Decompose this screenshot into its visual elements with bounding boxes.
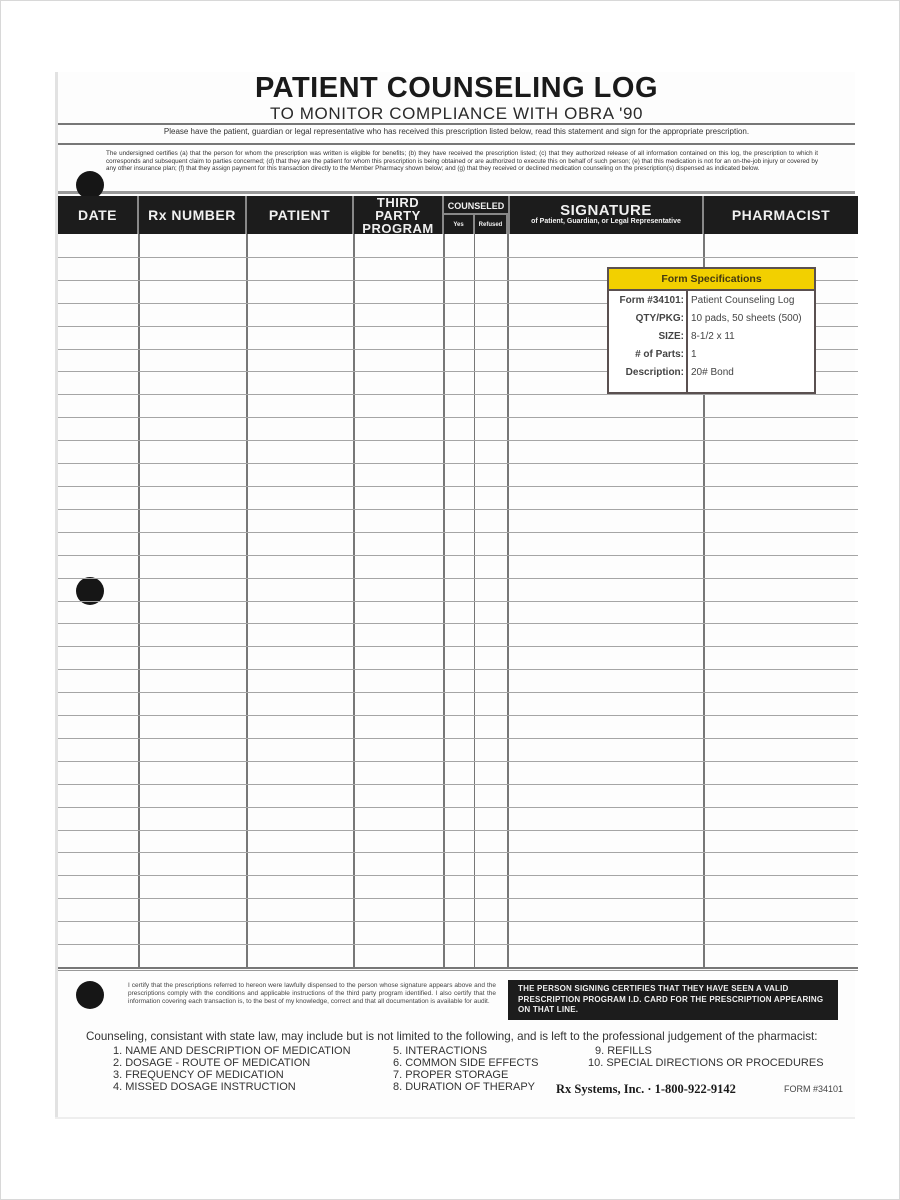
table-row-line xyxy=(58,486,858,487)
counseling-list-col2 xyxy=(393,1045,538,1093)
punch-hole-icon xyxy=(76,171,104,199)
form-specifications-title: Form Specifications xyxy=(609,269,814,291)
table-row-line xyxy=(58,830,858,831)
form-page xyxy=(55,72,855,1117)
form-subtitle: TO MONITOR COMPLIANCE WITH OBRA '90 xyxy=(269,104,644,123)
counseling-item: 5. INTERACTIONS xyxy=(393,1045,488,1057)
spec-row-size: SIZE: 8-1/2 x 11 xyxy=(658,331,735,342)
spec-row-parts: # of Parts: 1 xyxy=(635,349,697,360)
pharmacist-certification-text: I certify that the prescriptions referred to hereon were lawfully dispensed to the person whose signature appears above and the prescriptions comply with the conditions and applicable instructions of the third party program identified. I also certify that the information covering each transaction is, to the best of my knowledge, correct and that all documentation is available for audit. xyxy=(128,982,496,1005)
column-header-patient: PATIENT xyxy=(247,196,354,234)
divider xyxy=(58,191,855,194)
table-row-line xyxy=(58,509,858,510)
counseling-item: 4. MISSED DOSAGE INSTRUCTION xyxy=(113,1081,296,1093)
form-title: PATIENT COUNSELING LOG xyxy=(254,72,659,104)
counseling-item: 8. DURATION OF THERAPY xyxy=(393,1081,536,1093)
punch-hole-icon xyxy=(76,981,104,1009)
counseling-intro: Counseling, consistant with state law, may include but is not limited to the following, and is left to the professional judgement of the pharmacist: xyxy=(86,1030,818,1043)
table-header xyxy=(58,196,858,234)
table-row-line xyxy=(58,898,858,899)
instruction-text: Please have the patient, guardian or legal representative who has received this prescription listed below, read this statement and sign for the appropriate prescription. xyxy=(163,127,750,136)
id-card-notice: THE PERSON SIGNING CERTIFIES THAT THEY HAVE SEEN A VALID PRESCRIPTION PROGRAM I.D. CARD FOR THE PRESCRIPTION APPEARING ON THAT LINE. xyxy=(508,980,838,1020)
counseling-item: 1. NAME AND DESCRIPTION OF MEDICATION xyxy=(113,1045,351,1057)
column-header-signature: SIGNATURE of Patient, Guardian, or Legal Representative xyxy=(508,196,704,234)
table-row-line xyxy=(58,578,858,579)
divider xyxy=(58,123,855,125)
column-header-rx-number: Rx NUMBER xyxy=(139,196,247,234)
column-header-date: DATE xyxy=(58,196,139,234)
column-header-pharmacist: PHARMACIST xyxy=(731,207,831,223)
spec-row-form: Form #34101: Patient Counseling Log xyxy=(619,295,795,306)
table-row-line xyxy=(58,623,858,624)
spec-row-qty: QTY/PKG: 10 pads, 50 sheets (500) xyxy=(635,313,802,324)
counseling-list-col3 xyxy=(588,1045,824,1069)
counseling-item: 3. FREQUENCY OF MEDICATION xyxy=(113,1069,284,1081)
table-row-line xyxy=(58,852,858,853)
column-header-third-party-program: THIRD PARTY PROGRAM xyxy=(354,196,444,234)
counseling-item: 10. SPECIAL DIRECTIONS OR PROCEDURES xyxy=(588,1057,824,1069)
certification-text: The undersigned certifies (a) that the person for whom the prescription was written is eligible for benefits; (b) they have received the prescription listed; (c) that they authorized release of all information contained on this log, the prescription to which it corresponds and subsequent claim to parties concerned; (d) that they are the patient for whom this prescription is being obtained or are authorized to execute this on behalf of such person; (e) that this medication is not for an on-the-job injury or covered by any other insurance plan; (f) that they assign payment for this transaction directly to the Member Pharmacy shown below; and (g) that they received or declined medication counseling on the prescription(s) dispensed as indicated below. xyxy=(106,150,818,173)
divider xyxy=(58,143,855,145)
table-row-line xyxy=(58,440,858,441)
table-row-line xyxy=(58,944,858,945)
counseling-item: 2. DOSAGE - ROUTE OF MEDICATION xyxy=(113,1057,311,1069)
form-specifications-box xyxy=(607,267,816,394)
counseling-list-col1 xyxy=(113,1045,351,1093)
table-row-line xyxy=(58,807,858,808)
column-header-counseled: COUNSELED xyxy=(444,198,508,215)
table-row-line xyxy=(58,784,858,785)
table-row-line xyxy=(58,875,858,876)
company-name-phone: Rx Systems, Inc. · 1-800-922-9142 xyxy=(556,1082,736,1096)
table-row-line xyxy=(58,669,858,670)
spec-row-description: Description: 20# Bond xyxy=(625,367,734,378)
counseling-item: 7. PROPER STORAGE xyxy=(393,1069,509,1081)
table-bottom-border xyxy=(58,967,858,971)
table-row-line xyxy=(58,463,858,464)
table-row-line xyxy=(58,715,858,716)
table-row-line xyxy=(58,692,858,693)
table-row-line xyxy=(58,646,858,647)
form-number: FORM #34101 xyxy=(784,1084,844,1094)
table-row-line xyxy=(58,394,858,395)
counseling-item: 9. REFILLS xyxy=(595,1045,652,1057)
table-row-line xyxy=(58,761,858,762)
counseling-item: 6. COMMON SIDE EFFECTS xyxy=(393,1057,539,1069)
table-row-line xyxy=(58,738,858,739)
table-row-line xyxy=(58,921,858,922)
table-row-line xyxy=(58,257,858,258)
table-row-line xyxy=(58,601,858,602)
table-row-line xyxy=(58,532,858,533)
table-row-line xyxy=(58,417,858,418)
column-header-counseled-refused: Refused xyxy=(475,215,508,234)
column-header-counseled-yes: Yes xyxy=(444,215,475,234)
table-row-line xyxy=(58,555,858,556)
